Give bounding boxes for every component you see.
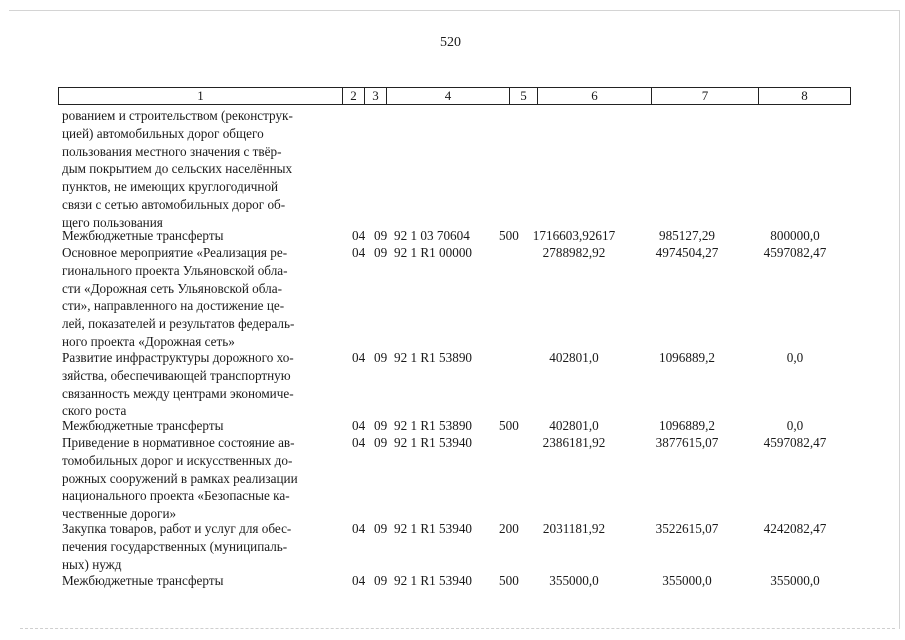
cell-amount-2: 355000,0 — [662, 573, 712, 588]
cell-expense-type: 200 — [499, 521, 519, 536]
cell-amount-2: 4974504,27 — [655, 245, 719, 260]
cell-subsection: 09 — [374, 521, 388, 536]
cell-amount-1: 1716603,92617 — [532, 228, 616, 243]
cell-amount-2: 3877615,07 — [655, 435, 719, 450]
cell-subsection: 09 — [374, 245, 388, 260]
cell-target-code: 92 1 R1 53940 — [394, 435, 473, 450]
cell-expense-type: 500 — [499, 573, 519, 588]
cell-section: 04 — [352, 521, 366, 536]
cell-amount-2: 1096889,2 — [658, 350, 716, 365]
cell-amount-1: 402801,0 — [549, 418, 599, 433]
header-col-5: 5 — [510, 88, 538, 104]
cell-amount-1: 355000,0 — [549, 573, 599, 588]
cell-target-code: 92 1 R1 53940 — [394, 521, 473, 536]
cell-expense-type: 500 — [499, 418, 519, 433]
page-bottom-edge — [20, 628, 895, 629]
row-description: Основное мероприятие «Реализация ре- гионального проекта Ульяновской обла- сти «Дорожная сеть Ульяновской обла- сти», направленного на достижение це- лей, показателей и результатов федераль- ного проекта «Дорожная сеть» — [62, 245, 295, 349]
row-description: Закупка товаров, работ и услуг для обес- печения государственных (муниципаль- ных) нужд — [62, 521, 292, 572]
cell-expense-type: 500 — [499, 228, 519, 243]
cell-amount-3: 4242082,47 — [763, 521, 827, 536]
cell-section: 04 — [352, 228, 366, 243]
cell-subsection: 09 — [374, 418, 388, 433]
cell-section: 04 — [352, 435, 366, 450]
header-col-3: 3 — [365, 88, 387, 104]
cell-target-code: 92 1 R1 53890 — [394, 418, 473, 433]
cell-amount-2: 985127,29 — [658, 228, 716, 243]
cell-target-code: 92 1 03 70604 — [394, 228, 470, 243]
row-description: Приведение в нормативное состояние ав- томобильных дорог и искусственных до- рожных сооружений в рамках реализации национального проекта «Безопасные ка- чественные дороги» — [62, 435, 298, 522]
cell-amount-3: 0,0 — [786, 418, 804, 433]
cell-amount-3: 4597082,47 — [763, 245, 827, 260]
header-col-8: 8 — [801, 88, 808, 103]
row-description: Межбюджетные трансферты — [62, 418, 224, 433]
page-number: 520 — [440, 35, 461, 50]
cell-amount-2: 3522615,07 — [655, 521, 719, 536]
header-col-4: 4 — [387, 88, 510, 104]
cell-subsection: 09 — [374, 350, 388, 365]
cell-target-code: 92 1 R1 53940 — [394, 573, 473, 588]
header-col-1: 1 — [59, 88, 343, 104]
cell-subsection: 09 — [374, 573, 388, 588]
header-col-6: 6 — [538, 88, 652, 104]
header-col-2: 2 — [343, 88, 365, 104]
cell-amount-3: 355000,0 — [770, 573, 820, 588]
cell-target-code: 92 1 R1 00000 — [394, 245, 473, 260]
row-description: рованием и строительством (реконструк- цией) автомобильных дорог общего пользования местного значения с твёр- дым покрытием до сельских населённых пунктов, не имеющих круглогодичной связи с сетью автомобильных дорог об- щего пользования — [62, 108, 293, 230]
cell-section: 04 — [352, 245, 366, 260]
row-description: Межбюджетные трансферты — [62, 573, 224, 588]
cell-subsection: 09 — [374, 228, 388, 243]
row-description: Развитие инфраструктуры дорожного хо- зяйства, обеспечивающей транспортную связанность между центрами экономиче- ского роста — [62, 350, 294, 419]
cell-amount-3: 4597082,47 — [763, 435, 827, 450]
cell-amount-1: 2031181,92 — [542, 521, 606, 536]
cell-target-code: 92 1 R1 53890 — [394, 350, 473, 365]
header-col-7: 7 — [652, 88, 759, 104]
cell-section: 04 — [352, 350, 366, 365]
cell-subsection: 09 — [374, 435, 388, 450]
cell-amount-1: 402801,0 — [549, 350, 599, 365]
cell-amount-3: 800000,0 — [770, 228, 820, 243]
cell-section: 04 — [352, 418, 366, 433]
cell-amount-1: 2788982,92 — [542, 245, 606, 260]
cell-amount-3: 0,0 — [786, 350, 804, 365]
cell-amount-1: 2386181,92 — [542, 435, 606, 450]
cell-section: 04 — [352, 573, 366, 588]
cell-amount-2: 1096889,2 — [658, 418, 716, 433]
table-header — [58, 87, 851, 105]
row-description: Межбюджетные трансферты — [62, 228, 224, 243]
